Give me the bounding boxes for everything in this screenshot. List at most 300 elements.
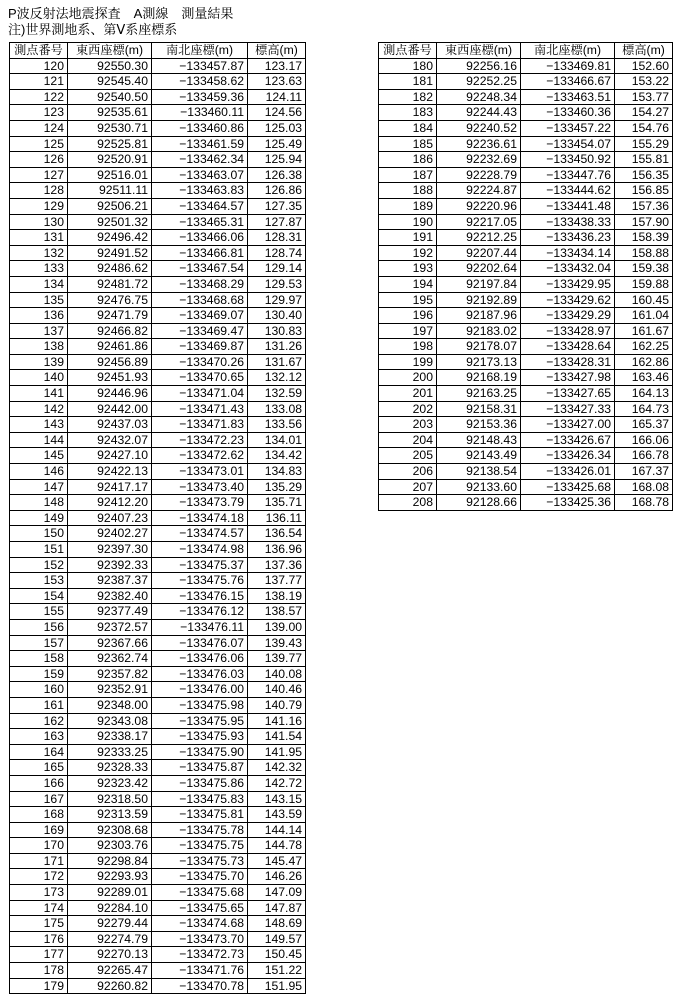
cell-north-south: −133427.98 [521, 370, 615, 386]
cell-east-west: 92501.32 [68, 214, 152, 230]
cell-elevation: 160.45 [615, 292, 673, 308]
cell-north-south: −133466.81 [152, 245, 248, 261]
table-row [10, 432, 306, 448]
table-row [10, 58, 306, 74]
cell-point-number: 169 [10, 822, 68, 838]
cell-point-number: 153 [10, 573, 68, 589]
cell-north-south: −133476.15 [152, 588, 248, 604]
cell-elevation: 155.81 [615, 152, 673, 168]
table-row [10, 308, 306, 324]
cell-north-south: −133475.37 [152, 557, 248, 573]
cell-east-west: 92333.25 [68, 744, 152, 760]
cell-north-south: −133429.95 [521, 276, 615, 292]
cell-elevation: 134.42 [248, 448, 306, 464]
header-east-west: 東西座標(m) [68, 43, 152, 59]
cell-north-south: −133472.23 [152, 432, 248, 448]
cell-elevation: 129.14 [248, 261, 306, 277]
cell-north-south: −133459.36 [152, 89, 248, 105]
cell-point-number: 142 [10, 401, 68, 417]
table-row [10, 635, 306, 651]
cell-east-west: 92456.89 [68, 354, 152, 370]
cell-east-west: 92265.47 [68, 963, 152, 979]
table-row [10, 947, 306, 963]
cell-point-number: 159 [10, 666, 68, 682]
cell-elevation: 141.16 [248, 713, 306, 729]
cell-north-south: −133476.06 [152, 651, 248, 667]
cell-north-south: −133469.47 [152, 323, 248, 339]
cell-point-number: 166 [10, 775, 68, 791]
cell-east-west: 92362.74 [68, 651, 152, 667]
cell-north-south: −133447.76 [521, 167, 615, 183]
table-row [10, 510, 306, 526]
table-row [10, 978, 306, 994]
table-row [10, 666, 306, 682]
cell-elevation: 167.37 [615, 464, 673, 480]
cell-elevation: 124.56 [248, 105, 306, 121]
cell-north-south: −133473.70 [152, 931, 248, 947]
cell-point-number: 179 [10, 978, 68, 994]
cell-point-number: 149 [10, 510, 68, 526]
cell-elevation: 141.54 [248, 729, 306, 745]
cell-point-number: 140 [10, 370, 68, 386]
cell-east-west: 92232.69 [437, 152, 521, 168]
cell-elevation: 128.31 [248, 230, 306, 246]
header-point-number: 測点番号 [10, 43, 68, 59]
cell-north-south: −133426.34 [521, 448, 615, 464]
cell-point-number: 151 [10, 542, 68, 558]
table-row [10, 588, 306, 604]
cell-elevation: 147.09 [248, 885, 306, 901]
cell-east-west: 92348.00 [68, 697, 152, 713]
table-row [10, 354, 306, 370]
table-row [10, 744, 306, 760]
cell-point-number: 188 [379, 183, 437, 199]
cell-east-west: 92240.52 [437, 120, 521, 136]
cell-point-number: 133 [10, 261, 68, 277]
cell-elevation: 156.35 [615, 167, 673, 183]
cell-north-south: −133427.65 [521, 386, 615, 402]
cell-point-number: 197 [379, 323, 437, 339]
cell-north-south: −133428.64 [521, 339, 615, 355]
cell-north-south: −133463.83 [152, 183, 248, 199]
cell-elevation: 153.77 [615, 89, 673, 105]
cell-north-south: −133432.04 [521, 261, 615, 277]
cell-point-number: 141 [10, 386, 68, 402]
cell-north-south: −133458.62 [152, 74, 248, 90]
cell-east-west: 92224.87 [437, 183, 521, 199]
cell-north-south: −133473.01 [152, 464, 248, 480]
cell-north-south: −133476.11 [152, 619, 248, 635]
cell-elevation: 151.22 [248, 963, 306, 979]
table-row [10, 604, 306, 620]
header-point-number: 測点番号 [379, 43, 437, 59]
cell-north-south: −133441.48 [521, 198, 615, 214]
cell-point-number: 157 [10, 635, 68, 651]
cell-east-west: 92397.30 [68, 542, 152, 558]
cell-elevation: 144.14 [248, 822, 306, 838]
cell-elevation: 155.29 [615, 136, 673, 152]
table-row [10, 697, 306, 713]
cell-point-number: 138 [10, 339, 68, 355]
cell-east-west: 92274.79 [68, 931, 152, 947]
cell-east-west: 92545.40 [68, 74, 152, 90]
cell-north-south: −133476.03 [152, 666, 248, 682]
cell-north-south: −133469.07 [152, 308, 248, 324]
cell-east-west: 92303.76 [68, 838, 152, 854]
cell-north-south: −133475.93 [152, 729, 248, 745]
cell-east-west: 92163.25 [437, 386, 521, 402]
cell-point-number: 122 [10, 89, 68, 105]
table-header-row [10, 43, 306, 59]
cell-elevation: 158.88 [615, 245, 673, 261]
cell-point-number: 172 [10, 869, 68, 885]
table-row [379, 464, 673, 480]
cell-east-west: 92202.64 [437, 261, 521, 277]
cell-east-west: 92486.62 [68, 261, 152, 277]
cell-point-number: 170 [10, 838, 68, 854]
cell-east-west: 92407.23 [68, 510, 152, 526]
table-row [10, 448, 306, 464]
table-row [379, 386, 673, 402]
cell-east-west: 92387.37 [68, 573, 152, 589]
cell-point-number: 196 [379, 308, 437, 324]
cell-north-south: −133472.62 [152, 448, 248, 464]
table-row [10, 323, 306, 339]
table-row [10, 807, 306, 823]
table-row [10, 573, 306, 589]
cell-elevation: 140.46 [248, 682, 306, 698]
table-row [10, 900, 306, 916]
cell-east-west: 92212.25 [437, 230, 521, 246]
cell-point-number: 123 [10, 105, 68, 121]
cell-elevation: 125.49 [248, 136, 306, 152]
cell-east-west: 92328.33 [68, 760, 152, 776]
cell-east-west: 92133.60 [437, 479, 521, 495]
table-row [10, 370, 306, 386]
cell-point-number: 181 [379, 74, 437, 90]
cell-point-number: 190 [379, 214, 437, 230]
cell-point-number: 200 [379, 370, 437, 386]
cell-elevation: 136.54 [248, 526, 306, 542]
cell-north-south: −133434.14 [521, 245, 615, 261]
cell-point-number: 199 [379, 354, 437, 370]
table-row [10, 339, 306, 355]
cell-point-number: 189 [379, 198, 437, 214]
cell-north-south: −133467.54 [152, 261, 248, 277]
cell-east-west: 92313.59 [68, 807, 152, 823]
cell-elevation: 134.83 [248, 464, 306, 480]
cell-elevation: 154.27 [615, 105, 673, 121]
cell-east-west: 92451.93 [68, 370, 152, 386]
cell-east-west: 92197.84 [437, 276, 521, 292]
cell-elevation: 133.56 [248, 417, 306, 433]
table-row [10, 183, 306, 199]
cell-point-number: 192 [379, 245, 437, 261]
cell-north-south: −133426.01 [521, 464, 615, 480]
cell-point-number: 167 [10, 791, 68, 807]
cell-elevation: 147.87 [248, 900, 306, 916]
cell-east-west: 92530.71 [68, 120, 152, 136]
cell-elevation: 162.86 [615, 354, 673, 370]
cell-elevation: 127.35 [248, 198, 306, 214]
cell-east-west: 92367.66 [68, 635, 152, 651]
cell-north-south: −133475.90 [152, 744, 248, 760]
cell-elevation: 129.53 [248, 276, 306, 292]
cell-east-west: 92402.27 [68, 526, 152, 542]
cell-east-west: 92481.72 [68, 276, 152, 292]
cell-north-south: −133475.78 [152, 822, 248, 838]
table-row [10, 495, 306, 511]
cell-point-number: 134 [10, 276, 68, 292]
cell-east-west: 92187.96 [437, 308, 521, 324]
cell-point-number: 206 [379, 464, 437, 480]
cell-point-number: 203 [379, 417, 437, 433]
cell-north-south: −133472.73 [152, 947, 248, 963]
cell-elevation: 136.96 [248, 542, 306, 558]
cell-point-number: 135 [10, 292, 68, 308]
table-row [379, 339, 673, 355]
cell-point-number: 177 [10, 947, 68, 963]
cell-elevation: 140.08 [248, 666, 306, 682]
cell-elevation: 143.15 [248, 791, 306, 807]
cell-point-number: 187 [379, 167, 437, 183]
cell-north-south: −133475.98 [152, 697, 248, 713]
cell-elevation: 126.86 [248, 183, 306, 199]
table-row [10, 791, 306, 807]
cell-north-south: −133475.73 [152, 853, 248, 869]
cell-east-west: 92392.33 [68, 557, 152, 573]
cell-north-south: −133464.57 [152, 198, 248, 214]
cell-north-south: −133436.23 [521, 230, 615, 246]
cell-point-number: 125 [10, 136, 68, 152]
cell-elevation: 157.90 [615, 214, 673, 230]
table-row [10, 869, 306, 885]
cell-east-west: 92357.82 [68, 666, 152, 682]
cell-north-south: −133466.67 [521, 74, 615, 90]
cell-north-south: −133475.76 [152, 573, 248, 589]
cell-point-number: 205 [379, 448, 437, 464]
cell-point-number: 191 [379, 230, 437, 246]
cell-point-number: 178 [10, 963, 68, 979]
cell-east-west: 92511.11 [68, 183, 152, 199]
cell-point-number: 126 [10, 152, 68, 168]
cell-elevation: 133.08 [248, 401, 306, 417]
cell-elevation: 137.36 [248, 557, 306, 573]
cell-east-west: 92308.68 [68, 822, 152, 838]
cell-point-number: 185 [379, 136, 437, 152]
cell-east-west: 92535.61 [68, 105, 152, 121]
cell-north-south: −133426.67 [521, 432, 615, 448]
cell-east-west: 92343.08 [68, 713, 152, 729]
table-row [10, 853, 306, 869]
cell-east-west: 92422.13 [68, 464, 152, 480]
cell-point-number: 162 [10, 713, 68, 729]
cell-north-south: −133425.68 [521, 479, 615, 495]
cell-north-south: −133471.43 [152, 401, 248, 417]
cell-elevation: 149.57 [248, 931, 306, 947]
table-row [379, 479, 673, 495]
cell-elevation: 124.11 [248, 89, 306, 105]
cell-east-west: 92466.82 [68, 323, 152, 339]
cell-point-number: 147 [10, 479, 68, 495]
cell-north-south: −133463.07 [152, 167, 248, 183]
table-row [10, 760, 306, 776]
cell-elevation: 137.77 [248, 573, 306, 589]
header-elevation: 標高(m) [248, 43, 306, 59]
cell-point-number: 201 [379, 386, 437, 402]
cell-north-south: −133450.92 [521, 152, 615, 168]
cell-elevation: 135.71 [248, 495, 306, 511]
cell-elevation: 153.22 [615, 74, 673, 90]
cell-elevation: 142.32 [248, 760, 306, 776]
cell-north-south: −133474.18 [152, 510, 248, 526]
cell-elevation: 130.83 [248, 323, 306, 339]
cell-north-south: −133475.68 [152, 885, 248, 901]
cell-east-west: 92377.49 [68, 604, 152, 620]
table-row [10, 89, 306, 105]
cell-point-number: 146 [10, 464, 68, 480]
table-row [379, 245, 673, 261]
cell-north-south: −133463.51 [521, 89, 615, 105]
cell-point-number: 161 [10, 697, 68, 713]
cell-point-number: 131 [10, 230, 68, 246]
cell-point-number: 204 [379, 432, 437, 448]
table-row [10, 838, 306, 854]
cell-elevation: 141.95 [248, 744, 306, 760]
cell-east-west: 92471.79 [68, 308, 152, 324]
cell-point-number: 120 [10, 58, 68, 74]
cell-north-south: −133468.29 [152, 276, 248, 292]
table-row [10, 526, 306, 542]
cell-north-south: −133465.31 [152, 214, 248, 230]
table-row [379, 432, 673, 448]
cell-elevation: 144.78 [248, 838, 306, 854]
cell-north-south: −133457.22 [521, 120, 615, 136]
cell-point-number: 165 [10, 760, 68, 776]
cell-north-south: −133438.33 [521, 214, 615, 230]
cell-north-south: −133425.36 [521, 495, 615, 511]
cell-east-west: 92412.20 [68, 495, 152, 511]
cell-point-number: 155 [10, 604, 68, 620]
cell-east-west: 92417.17 [68, 479, 152, 495]
cell-north-south: −133427.00 [521, 417, 615, 433]
cell-north-south: −133475.83 [152, 791, 248, 807]
cell-elevation: 123.17 [248, 58, 306, 74]
cell-east-west: 92496.42 [68, 230, 152, 246]
cell-north-south: −133473.79 [152, 495, 248, 511]
table-row [10, 651, 306, 667]
cell-north-south: −133460.11 [152, 105, 248, 121]
table-row [379, 230, 673, 246]
cell-elevation: 164.13 [615, 386, 673, 402]
cell-point-number: 168 [10, 807, 68, 823]
cell-north-south: −133460.86 [152, 120, 248, 136]
cell-point-number: 130 [10, 214, 68, 230]
cell-point-number: 158 [10, 651, 68, 667]
cell-elevation: 166.06 [615, 432, 673, 448]
table-row [379, 370, 673, 386]
cell-north-south: −133470.26 [152, 354, 248, 370]
table-header-row [379, 43, 673, 59]
cell-elevation: 146.26 [248, 869, 306, 885]
cell-east-west: 92476.75 [68, 292, 152, 308]
cell-point-number: 175 [10, 916, 68, 932]
cell-north-south: −133475.95 [152, 713, 248, 729]
cell-north-south: −133427.33 [521, 401, 615, 417]
table-row [10, 386, 306, 402]
table-row [10, 729, 306, 745]
cell-elevation: 128.74 [248, 245, 306, 261]
cell-point-number: 137 [10, 323, 68, 339]
table-row [10, 775, 306, 791]
cell-elevation: 161.04 [615, 308, 673, 324]
cell-east-west: 92442.00 [68, 401, 152, 417]
cell-north-south: −133470.78 [152, 978, 248, 994]
cell-east-west: 92256.16 [437, 58, 521, 74]
cell-elevation: 132.12 [248, 370, 306, 386]
cell-north-south: −133471.76 [152, 963, 248, 979]
cell-elevation: 157.36 [615, 198, 673, 214]
cell-elevation: 145.47 [248, 853, 306, 869]
cell-elevation: 159.88 [615, 276, 673, 292]
cell-east-west: 92192.89 [437, 292, 521, 308]
cell-point-number: 154 [10, 588, 68, 604]
cell-north-south: −133471.04 [152, 386, 248, 402]
cell-elevation: 151.95 [248, 978, 306, 994]
cell-north-south: −133468.68 [152, 292, 248, 308]
table-row [10, 292, 306, 308]
cell-east-west: 92260.82 [68, 978, 152, 994]
cell-elevation: 127.87 [248, 214, 306, 230]
cell-point-number: 121 [10, 74, 68, 90]
table-row [379, 448, 673, 464]
cell-east-west: 92252.25 [437, 74, 521, 90]
cell-point-number: 129 [10, 198, 68, 214]
cell-point-number: 193 [379, 261, 437, 277]
table-row [379, 120, 673, 136]
cell-east-west: 92236.61 [437, 136, 521, 152]
table-row [379, 401, 673, 417]
cell-point-number: 184 [379, 120, 437, 136]
cell-east-west: 92491.52 [68, 245, 152, 261]
table-row [10, 167, 306, 183]
cell-elevation: 134.01 [248, 432, 306, 448]
table-row [379, 136, 673, 152]
table-row [379, 152, 673, 168]
cell-elevation: 139.43 [248, 635, 306, 651]
cell-east-west: 92270.13 [68, 947, 152, 963]
cell-elevation: 154.76 [615, 120, 673, 136]
header-north-south: 南北座標(m) [521, 43, 615, 59]
cell-east-west: 92323.42 [68, 775, 152, 791]
cell-north-south: −133466.06 [152, 230, 248, 246]
cell-elevation: 161.67 [615, 323, 673, 339]
table-row [10, 245, 306, 261]
cell-east-west: 92178.07 [437, 339, 521, 355]
cell-point-number: 195 [379, 292, 437, 308]
cell-elevation: 143.59 [248, 807, 306, 823]
cell-elevation: 162.25 [615, 339, 673, 355]
cell-east-west: 92284.10 [68, 900, 152, 916]
cell-north-south: −133475.86 [152, 775, 248, 791]
table-row [379, 74, 673, 90]
table-row [10, 152, 306, 168]
table-row [10, 214, 306, 230]
cell-east-west: 92437.03 [68, 417, 152, 433]
cell-east-west: 92153.36 [437, 417, 521, 433]
cell-east-west: 92293.93 [68, 869, 152, 885]
cell-north-south: −133476.07 [152, 635, 248, 651]
